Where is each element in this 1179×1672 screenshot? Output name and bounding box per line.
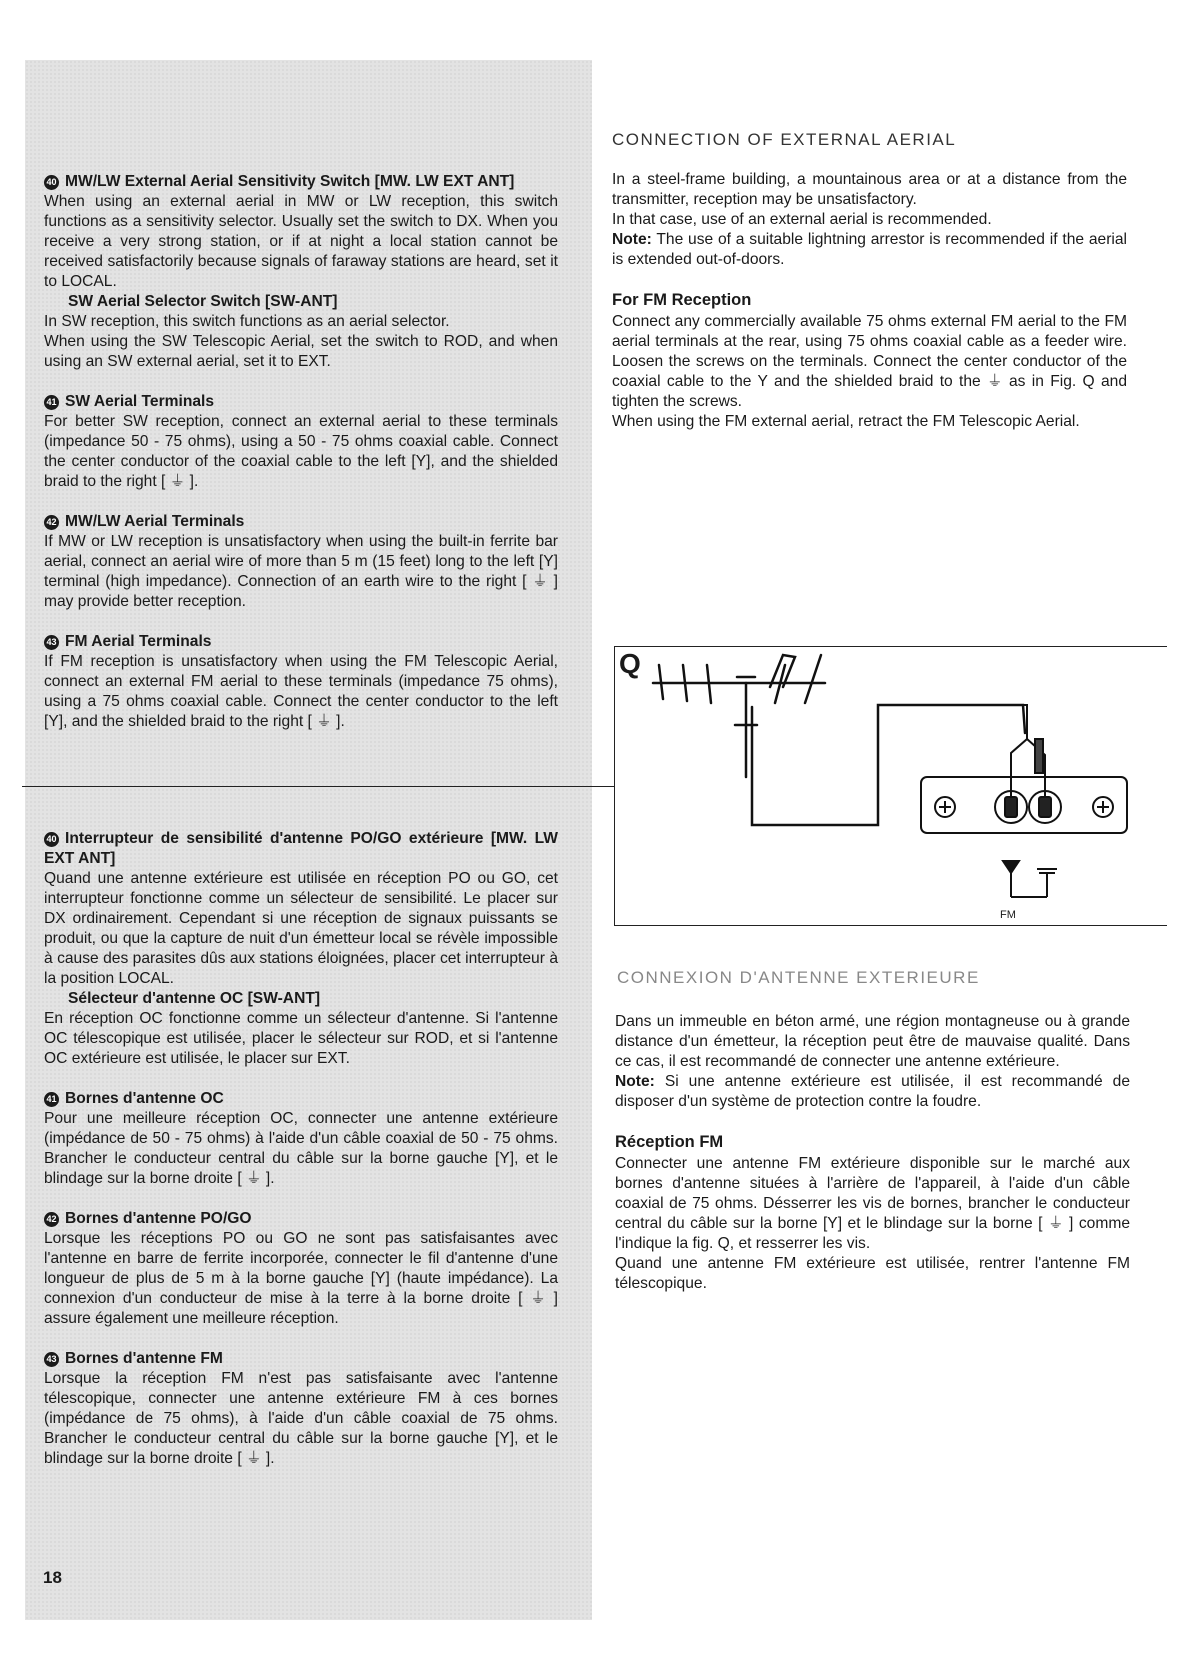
note-paragraph [615, 1072, 1130, 1112]
french-section-title: CONNEXION D'ANTENNE EXTERIEURE [617, 968, 980, 987]
section-43-fr [44, 1349, 558, 1469]
paragraph: Lorsque les réceptions PO ou GO ne sont pas satisfaisantes avec l'antenne en barre de ferrite incorporée, connecter le fil d'antenne d'une longueur de plus de 5 m à la borne gauche [Y] (haute impédance). La connexion d'un conducteur de mise à la terre à la borne droite [ ⏚ ] assure également une meilleure réception. [44, 1230, 558, 1327]
figure-label: Q [619, 648, 641, 679]
french-right-column [615, 1012, 1130, 1294]
title-text: FM Aerial Terminals [65, 633, 212, 650]
paragraph: En réception OC fonctionne comme un sélecteur d'antenne. Si l'antenne OC télescopique est utilisée, placer le sélecteur sur ROD, et si l'antenne OC extérieure est utilisée, le placer sur EXT. [44, 1010, 558, 1067]
paragraph: In that case, use of an external aerial is recommended. [612, 211, 992, 228]
fm-label: FM [1000, 909, 1016, 921]
number-badge: 42 [44, 515, 59, 530]
page-number: 18 [43, 1568, 62, 1587]
paragraph: Pour une meilleure réception OC, connecter une antenne extérieure (impédance de 50 - 75 ohms) à l'aide d'un câble coaxial de 50 - 75 ohms. Brancher le conducteur central du câble sur la borne gauche [Y], et le blindage sur la borne droite [ ⏚ ]. [44, 1110, 558, 1187]
paragraph: Connecter une antenne FM extérieure disponible sur le marché aux bornes d'antenne situées à l'arrière de l'appareil, à l'aide d'un câble coaxial de 75 ohms. Désserrer les vis de bornes, brancher le conducteur central du câble sur la borne [Y] et le blindage sur la borne [ ⏚ ] comme l'indique la fig. Q, et resserrer les vis. [615, 1155, 1130, 1252]
section-41-en [44, 392, 558, 492]
section-title [44, 1089, 558, 1109]
number-badge: 42 [44, 1212, 59, 1227]
paragraph: For better SW reception, connect an external aerial to these terminals (impedance 50 - 75 ohms), using a 50 - 75 ohms coaxial cable. Connect the center conductor of the coaxial cable to the left [Y], and the shielded braid to the right [ ⏚ ]. [44, 413, 558, 490]
section-40-en [44, 172, 558, 372]
title-text: MW/LW Aerial Terminals [65, 513, 245, 530]
number-badge: 41 [44, 1092, 59, 1107]
paragraph: Quand une antenne FM extérieure est utilisée, rentrer l'antenne FM télescopique. [615, 1255, 1130, 1292]
paragraph: Quand une antenne extérieure est utilisée en réception PO ou GO, cet interrupteur fonctionne comme un sélecteur de sensibilité. Le placer sur DX ordinairement. Cependant si une réception de signaux puissants se produit, ou que la capture de nuit d'un émetteur local se révèle impossible à cause des parasites dûs aux stations éloignées, placer cet interrupteur à la position LOCAL. [44, 870, 558, 987]
section-title [44, 512, 558, 532]
antenna-element [805, 655, 821, 703]
antenna-symbol [1003, 861, 1019, 873]
section-title [44, 632, 558, 652]
section-41-fr [44, 1089, 558, 1189]
paragraph: If MW or LW reception is unsatisfactory when using the built-in ferrite bar aerial, connect an aerial wire of more than 5 m (15 feet) long to the left [Y] terminal (high impedance). Connection of an earth wire to the right [ ⏚ ] may provide better reception. [44, 533, 558, 610]
english-left-column [44, 172, 558, 752]
subsection-title: SW Aerial Selector Switch [SW-ANT] [68, 293, 338, 310]
number-badge: 43 [44, 635, 59, 650]
number-badge: 40 [44, 832, 59, 847]
paragraph: When using the FM external aerial, retract the FM Telescopic Aerial. [612, 413, 1080, 430]
paragraph: Lorsque la réception FM n'est pas satisfaisante avec l'antenne télescopique, connecter une antenne extérieure FM à ces bornes (impédance de 75 ohms), à l'aide d'un câble coaxial de 75 ohms. Brancher le conducteur central du câble sur la borne gauche [Y], et le blindage sur la borne droite [ ⏚ ]. [44, 1370, 558, 1467]
figure-q [614, 646, 1167, 926]
section-42-en [44, 512, 558, 612]
title-text: Bornes d'antenne OC [65, 1090, 224, 1107]
number-badge: 41 [44, 395, 59, 410]
section-title [44, 1209, 558, 1229]
section-title [44, 829, 558, 869]
feeder-cable [752, 705, 1025, 825]
section-40-fr [44, 829, 558, 1069]
paragraph: Dans un immeuble en béton armé, une région montagneuse ou à grande distance d'un émetteur, la réception peut être de mauvaise qualité. Dans ce cas, il est recommandé de connecter une antenne extérieure. [615, 1013, 1130, 1070]
fm-heading: Réception FM [615, 1133, 724, 1151]
paragraph: When using an external aerial in MW or LW reception, this switch functions as a sensitivity selector. Usually set the switch to DX. When you receive a very strong station, or if at night a local station cannot be received satisfactorily because signals of faraway stations are heard, set it to LOCAL. [44, 193, 558, 290]
language-divider [22, 786, 614, 787]
note-label: Note: [612, 231, 652, 248]
english-right-column [612, 170, 1127, 432]
subsection-title: Sélecteur d'antenne OC [SW-ANT] [68, 990, 321, 1007]
title-text: Interrupteur de sensibilité d'antenne PO/GO extérieure [MW. LW EXT ANT] [44, 830, 558, 867]
antenna-connection-diagram [615, 647, 1168, 927]
section-43-en [44, 632, 558, 732]
title-text: SW Aerial Terminals [65, 393, 215, 410]
section-title [44, 1349, 558, 1369]
paragraph: In a steel-frame building, a mountainous area or at a distance from the transmitter, reception may be unsatisfactory. [612, 171, 1127, 208]
paragraph: Connect any commercially available 75 ohms external FM aerial to the FM aerial terminals at the rear, using 75 ohms coaxial cable as a feeder wire. Loosen the screws on the terminals. Connect the center conductor of the coaxial cable to the Y and the shielded braid to the ⏚ as in Fig. Q and tighten the screws. [612, 313, 1127, 410]
section-42-fr [44, 1209, 558, 1329]
number-badge: 40 [44, 175, 59, 190]
note-label: Note: [615, 1073, 655, 1090]
section-title [44, 392, 558, 412]
number-badge: 43 [44, 1352, 59, 1367]
title-text: MW/LW External Aerial Sensitivity Switch [MW. LW EXT ANT] [65, 173, 515, 190]
paragraph: If FM reception is unsatisfactory when using the FM Telescopic Aerial, connect an external FM aerial to these terminals (impedance 75 ohms), using a 75 ohms coaxial cable. Connect the center conductor to the left [Y], and the shielded braid to the right [ ⏚ ]. [44, 653, 558, 730]
note-paragraph [612, 230, 1127, 270]
english-section-title: CONNECTION OF EXTERNAL AERIAL [612, 130, 957, 149]
title-text: Bornes d'antenne FM [65, 1350, 223, 1367]
paragraph: In SW reception, this switch functions as an aerial selector. [44, 313, 450, 330]
terminal-plate [921, 777, 1127, 833]
title-text: Bornes d'antenne PO/GO [65, 1210, 252, 1227]
shield-braid [1035, 739, 1043, 773]
french-left-column [44, 829, 558, 1489]
paragraph: When using the SW Telescopic Aerial, set the switch to ROD, and when using an SW external aerial, set it to EXT. [44, 333, 558, 370]
note-text: The use of a suitable lightning arrestor is recommended if the aerial is extended out-of-doors. [612, 231, 1127, 268]
fm-heading: For FM Reception [612, 291, 752, 309]
section-title [44, 172, 558, 192]
note-text: Si une antenne extérieure est utilisée, il est recommandé de disposer d'un système de protection contre la foudre. [615, 1073, 1130, 1110]
